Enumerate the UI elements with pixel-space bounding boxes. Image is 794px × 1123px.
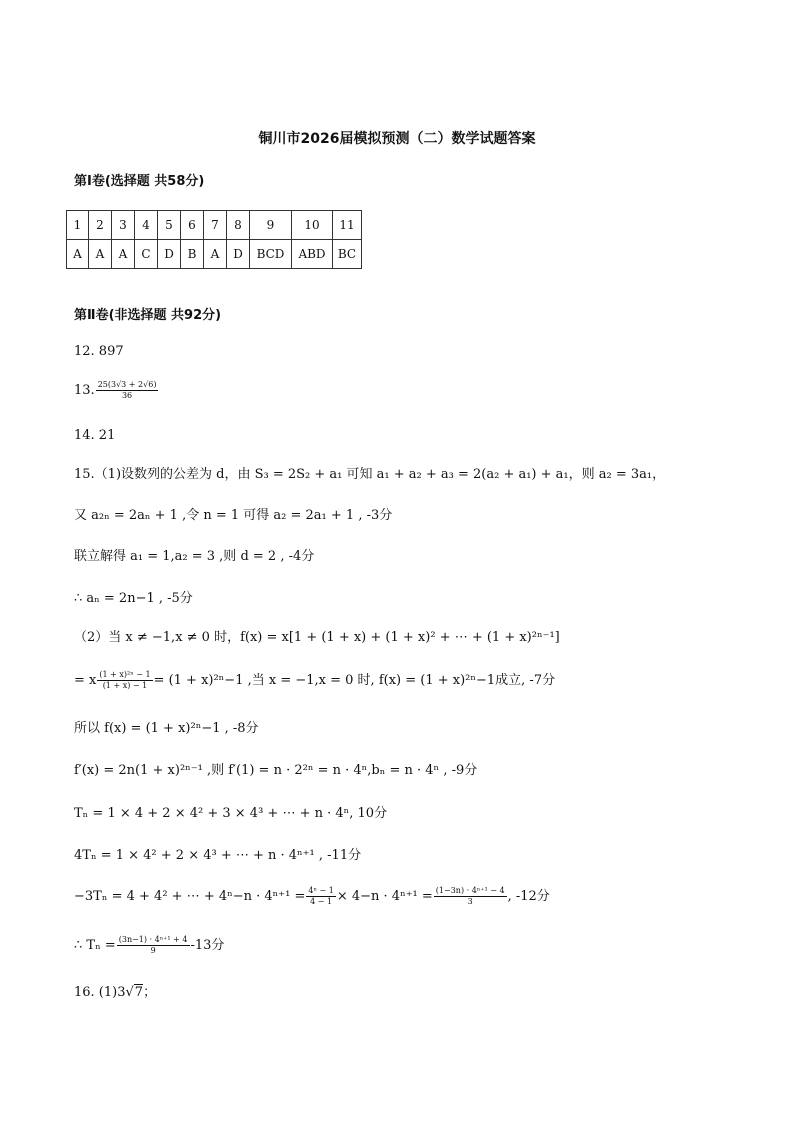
table-cell: 4 (135, 211, 158, 240)
q15-line-7: 所以 f(x) = (1 + x)²ⁿ−1 , -8分 (74, 721, 259, 736)
q15-line-8: f′(x) = 2n(1 + x)²ⁿ⁻¹ ,则 f′(1) = n · 2²ⁿ = n · 4ⁿ,bₙ = n · 4ⁿ , -9分 (74, 763, 478, 778)
text-fragment: ； (143, 985, 157, 1000)
q15-line-4: ∴ aₙ = 2n−1 , -5分 (74, 591, 193, 606)
text-fragment: ∴ Tₙ = (74, 938, 116, 953)
table-cell: A (204, 240, 227, 269)
table-cell: 10 (292, 211, 333, 240)
answer-table-number-row (67, 211, 362, 240)
q15-line-2: 又 a₂ₙ = 2aₙ + 1 ,令 n = 1 可得 a₂ = 2a₁ + 1 , -3分 (74, 508, 393, 523)
table-cell: BC (333, 240, 362, 269)
section-2-heading: 第Ⅱ卷(非选择题 共92分) (74, 308, 222, 323)
table-cell: 11 (333, 211, 362, 240)
answer-13-fraction (96, 380, 159, 401)
table-cell: 6 (181, 211, 204, 240)
fraction-denominator: 4 − 1 (310, 897, 333, 906)
fraction-numerator: 25(3√3 + 2√6) (97, 380, 157, 389)
fraction-denominator: 9 (150, 946, 156, 955)
text-fragment: , -12分 (507, 889, 550, 904)
table-cell: BCD (250, 240, 292, 269)
fraction (97, 670, 152, 691)
text-fragment: -13分 (190, 938, 225, 953)
text-fragment: = (1 + x)²ⁿ−1 ,当 x = −1,x = 0 时, f(x) = (1 + x)²ⁿ−1成立, -7分 (153, 673, 556, 688)
table-cell: 5 (158, 211, 181, 240)
table-cell: 3 (112, 211, 135, 240)
text-fragment: −3Tₙ = 4 + 4² + ⋯ + 4ⁿ−n · 4ⁿ⁺¹ = (74, 889, 306, 904)
table-cell: A (89, 240, 112, 269)
fraction-numerator: (1−3n) · 4ⁿ⁺¹ − 4 (435, 886, 505, 895)
q15-line-12 (74, 935, 224, 956)
fraction (306, 886, 335, 907)
table-cell: A (112, 240, 135, 269)
answer-12: 12. 897 (74, 344, 124, 359)
answer-table (66, 210, 362, 269)
fraction-numerator: 4ⁿ − 1 (308, 886, 334, 895)
fraction-denominator: 36 (121, 391, 133, 400)
text-fragment: = x (74, 673, 97, 688)
fraction-denominator: (1 + x) − 1 (102, 681, 148, 690)
table-cell: ABD (292, 240, 333, 269)
table-cell: 2 (89, 211, 112, 240)
page-title: 铜川市2026届模拟预测（二）数学试题答案 (258, 131, 536, 147)
table-cell: A (67, 240, 89, 269)
answer-13-label: 13. (74, 383, 95, 398)
table-cell: 1 (67, 211, 89, 240)
table-cell: C (135, 240, 158, 269)
answer-table-answer-row (67, 240, 362, 269)
fraction-numerator: (1 + x)²ⁿ − 1 (99, 670, 151, 679)
q15-line-3: 联立解得 a₁ = 1,a₂ = 3 ,则 d = 2 , -4分 (74, 549, 315, 564)
answer-16-label: 16. (1)3 (74, 985, 126, 1000)
table-cell: 9 (250, 211, 292, 240)
answer-14: 14. 21 (74, 428, 116, 443)
q15-line-6 (74, 670, 555, 691)
sqrt-sign: √ (125, 985, 134, 1000)
q15-line-5: （2）当 x ≠ −1,x ≠ 0 时，f(x) = x[1 + (1 + x) + (1 + x)² + ⋯ + (1 + x)²ⁿ⁻¹] (74, 630, 560, 645)
table-cell: D (227, 240, 250, 269)
q15-line-11 (74, 886, 550, 907)
table-cell: 8 (227, 211, 250, 240)
fraction (117, 935, 190, 956)
q15-line-10: 4Tₙ = 1 × 4² + 2 × 4³ + ⋯ + n · 4ⁿ⁺¹ , -11分 (74, 848, 362, 863)
q15-line-9: Tₙ = 1 × 4 + 2 × 4² + 3 × 4³ + ⋯ + n · 4ⁿ, 10分 (74, 806, 388, 821)
text-fragment: × 4−n · 4ⁿ⁺¹ = (336, 889, 433, 904)
answer-13 (74, 380, 159, 401)
table-cell: B (181, 240, 204, 269)
fraction-numerator: (3n−1) · 4ⁿ⁺¹ + 4 (118, 935, 188, 944)
table-cell: D (158, 240, 181, 269)
answer-16 (74, 984, 156, 1002)
fraction-denominator: 3 (467, 897, 473, 906)
sqrt-radicand: 7 (134, 985, 144, 1000)
q15-line-1: 15.（1)设数列的公差为 d，由 S₃ = 2S₂ + a₁ 可知 a₁ + a₂ + a₃ = 2(a₂ + a₁) + a₁，则 a₂ = 3a₁， (74, 467, 666, 482)
table-cell: 7 (204, 211, 227, 240)
fraction (434, 886, 507, 907)
section-1-heading: 第Ⅰ卷(选择题 共58分) (74, 174, 205, 189)
